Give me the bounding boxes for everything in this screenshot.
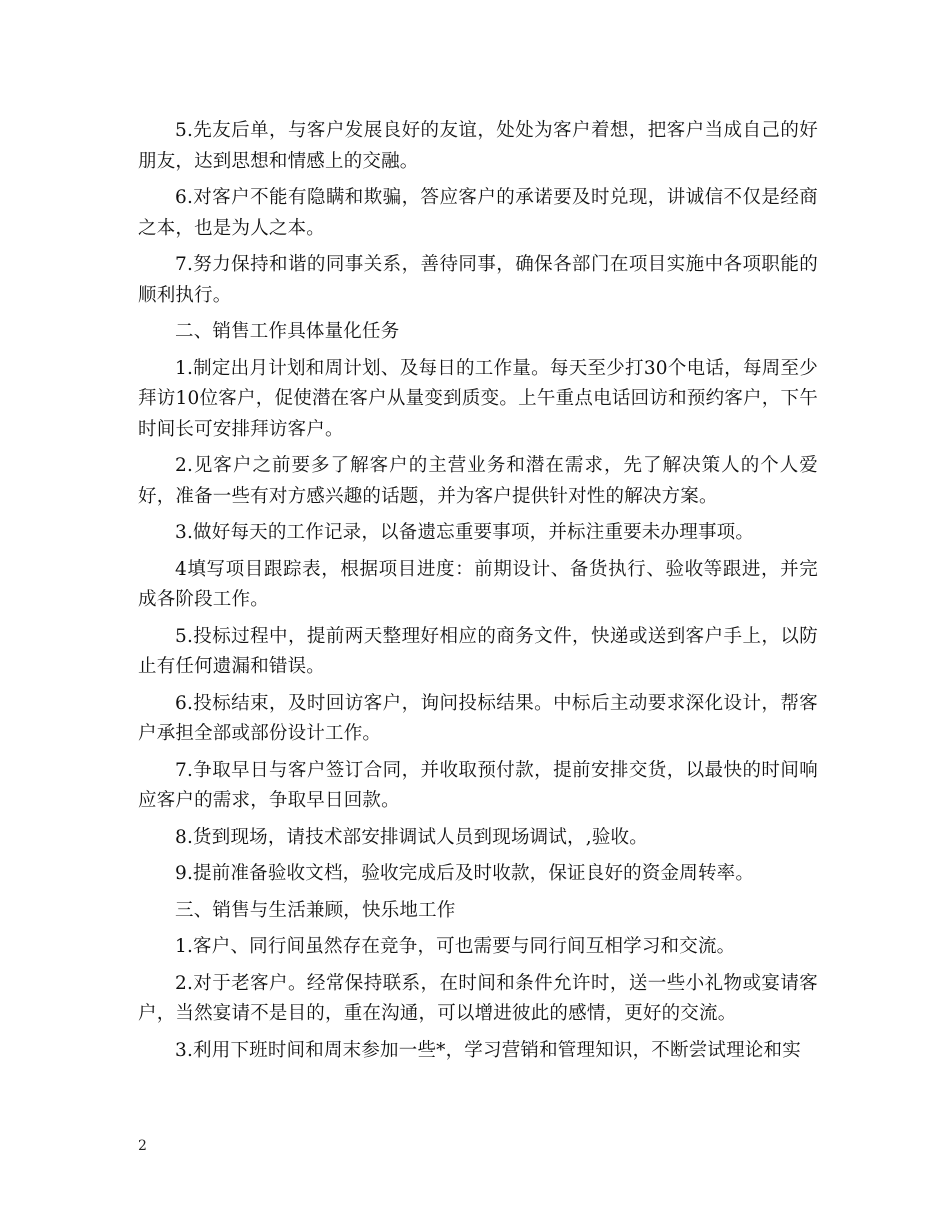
document-body (138, 116, 818, 1072)
paragraph: 7.争取早日与客户签订合同，并收取预付款，提前安排交货，以最快的时间响应客户的需求，争取早日回款。 (138, 759, 818, 811)
paragraph: 8.货到现场，请技术部安排调试人员到现场调试，,验收。 (175, 826, 648, 848)
paragraph: 5.投标过程中，提前两天整理好相应的商务文件，快递或送到客户手上，以防止有任何遗漏和错误。 (138, 625, 818, 677)
paragraph: 2.对于老客户。经常保持联系，在时间和条件允许时，送一些小礼物或宴请客户，当然宴请不是目的，重在沟通，可以增进彼此的感情，更好的交流。 (138, 972, 818, 1024)
section-heading: 三、销售与生活兼顾，快乐地工作 (175, 899, 456, 921)
paragraph: 9.提前准备验收文档，验收完成后及时收款，保证良好的资金周转率。 (175, 863, 755, 884)
paragraph: 4填写项目跟踪表，根据项目进度：前期设计、备货执行、验收等跟进，并完成各阶段工作。 (138, 558, 818, 610)
paragraph: 7.努力保持和谐的同事关系，善待同事，确保各部门在项目实施中各项职能的顺利执行。 (138, 254, 818, 306)
paragraph: 1.制定出月计划和周计划、及每日的工作量。每天至少打30个电话，每周至少拜访10位客户，促使潜在客户从量变到质变。上午重点电话回访和预约客户，下午时间长可安排拜访客户。 (138, 357, 818, 440)
paragraph: 3.做好每天的工作记录，以备遗忘重要事项，并标注重要未办理事项。 (175, 522, 755, 543)
paragraph: 5.先友后单，与客户发展良好的友谊，处处为客户着想，把客户当成自己的好朋友，达到思想和情感上的交融。 (138, 120, 818, 172)
paragraph: 1.客户、同行间虽然存在竞争，可也需要与同行间互相学习和交流。 (175, 936, 736, 957)
page-number: 2 (138, 1138, 147, 1154)
paragraph: 2.见客户之前要多了解客户的主营业务和潜在需求，先了解决策人的个人爱好，准备一些有对方感兴趣的话题，并为客户提供针对性的解决方案。 (138, 455, 818, 507)
paragraph: 3.利用下班时间和周末参加一些*，学习营销和管理知识，不断尝试理论和实 (175, 1039, 801, 1061)
paragraph: 6.投标结束，及时回访客户，询问投标结果。中标后主动要求深化设计，帮客户承担全部或部份设计工作。 (138, 692, 818, 744)
section-heading: 二、销售工作具体量化任务 (175, 321, 400, 342)
paragraph: 6.对客户不能有隐瞒和欺骗，答应客户的承诺要及时兑现，讲诚信不仅是经商之本，也是为人之本。 (138, 187, 818, 239)
